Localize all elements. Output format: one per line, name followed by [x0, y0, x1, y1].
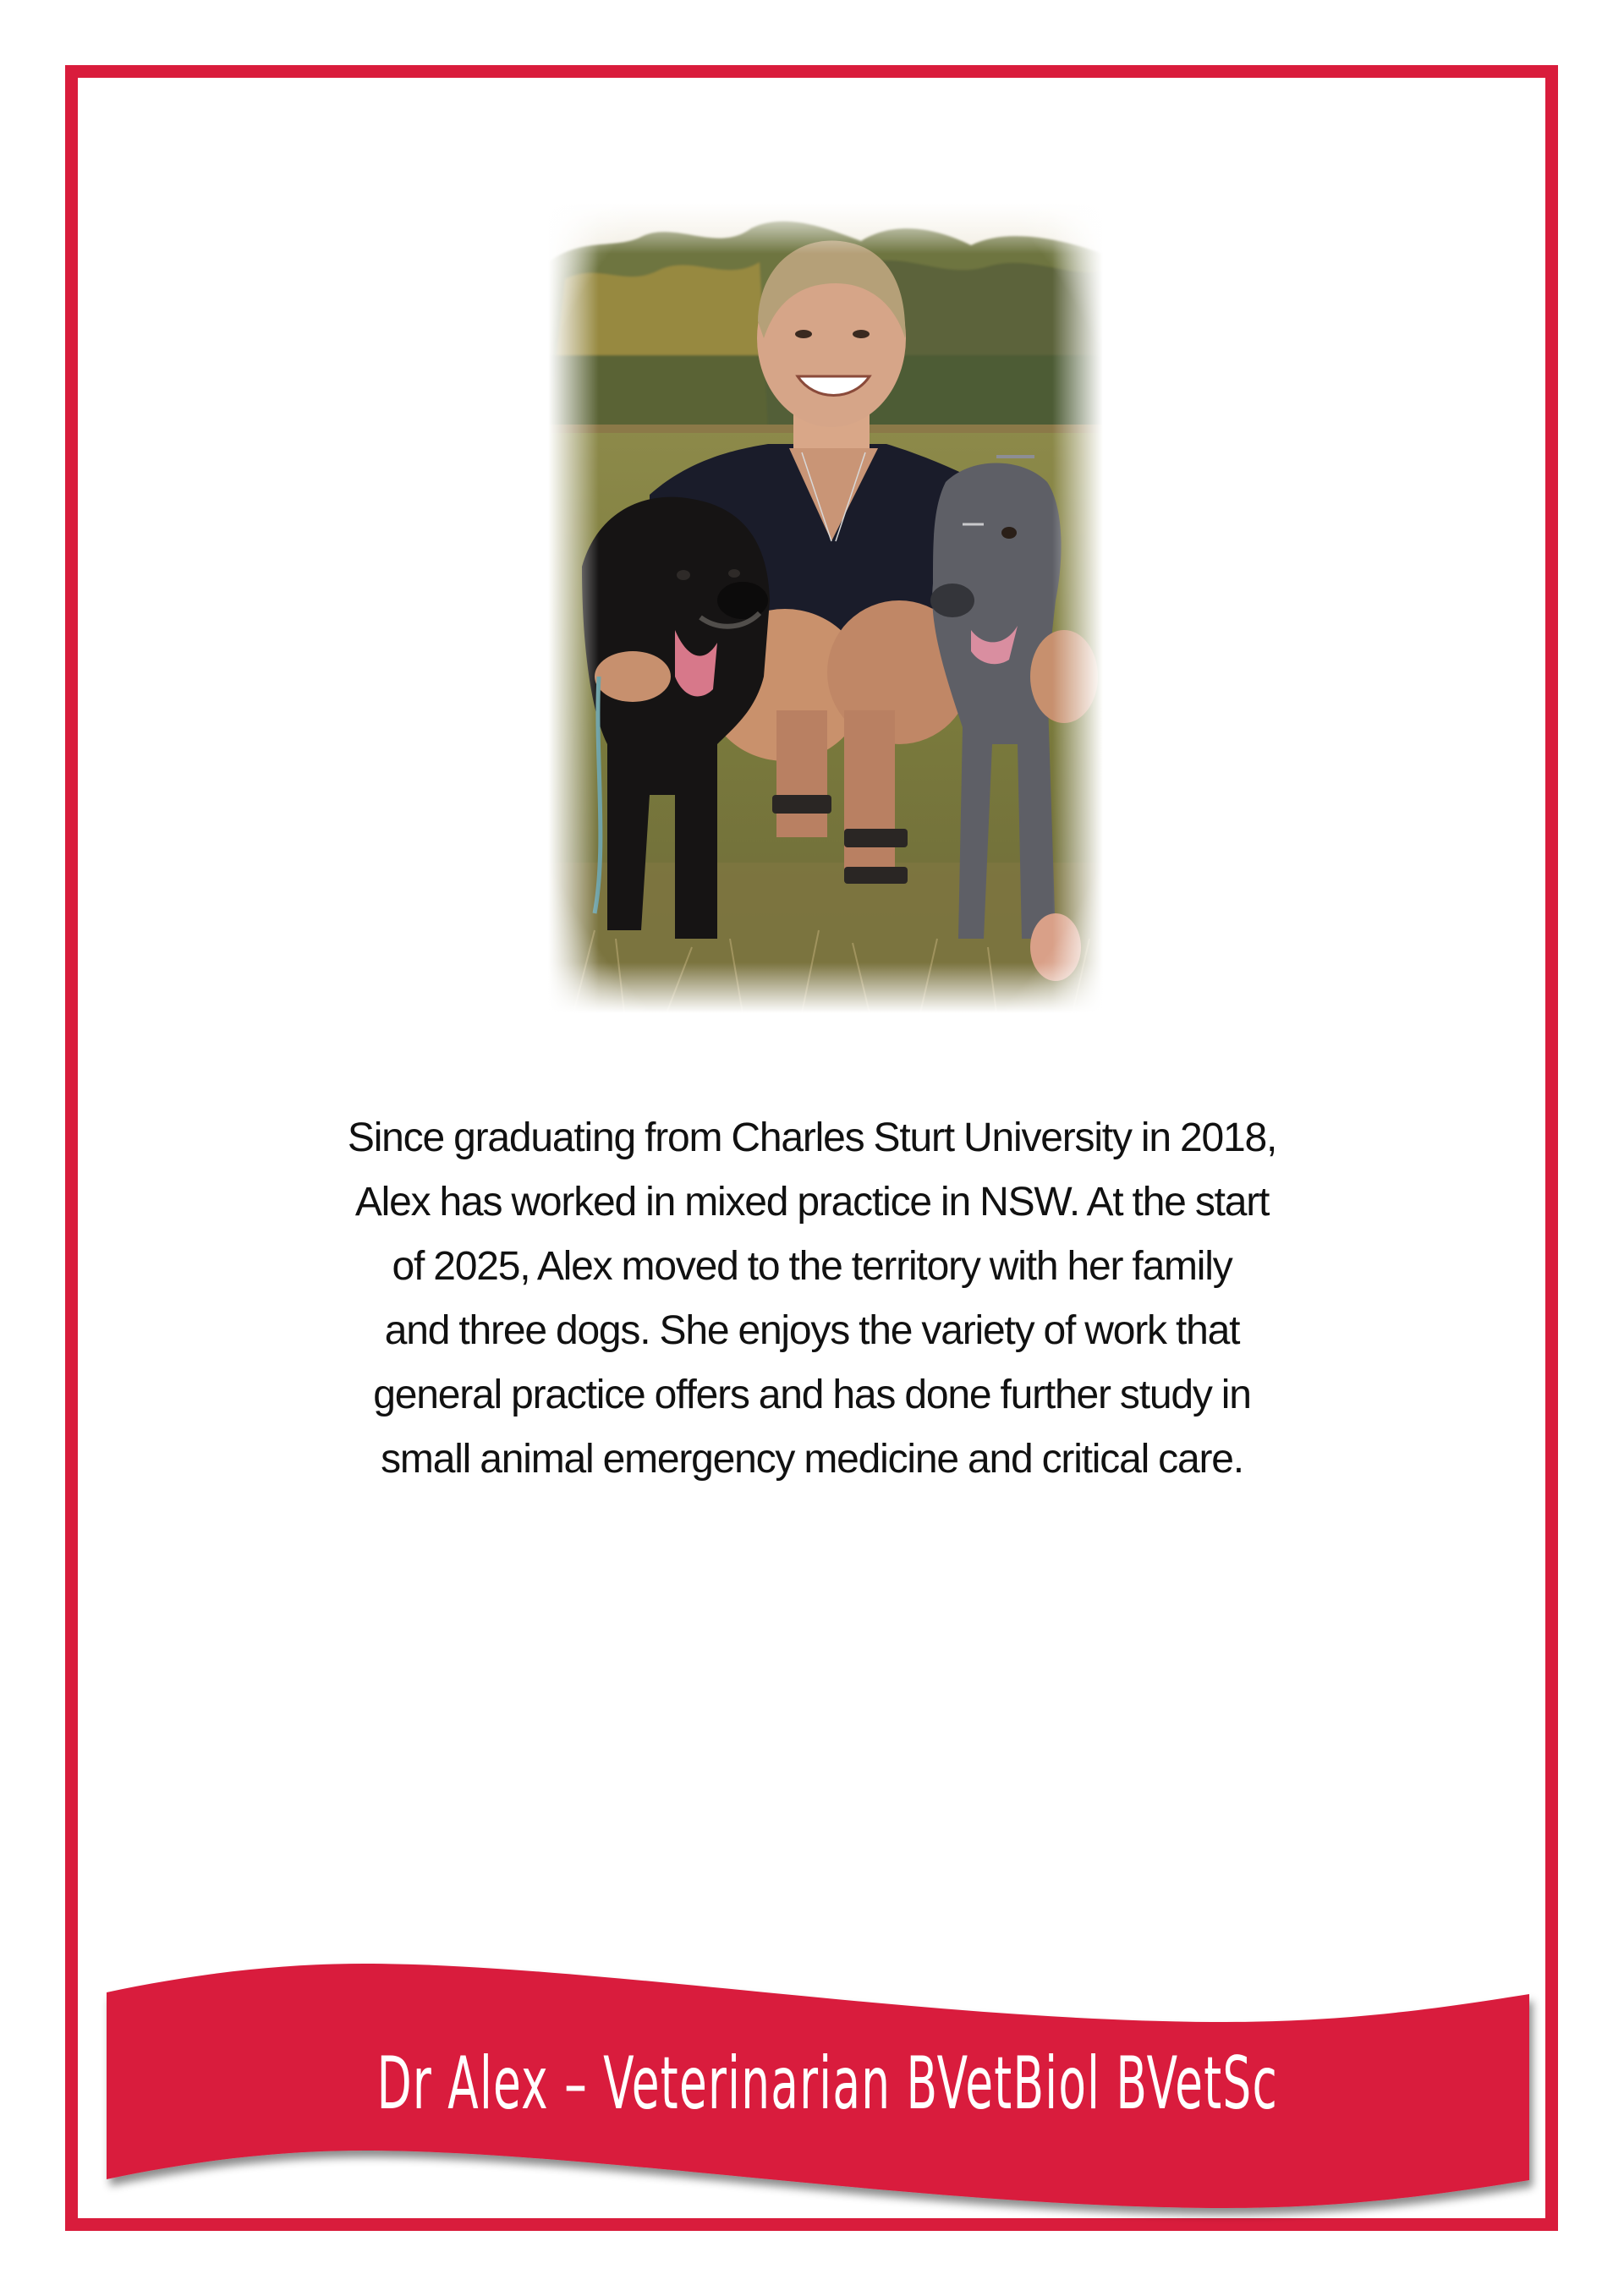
profile-photo: [548, 203, 1103, 1013]
bio-line: Since graduating from Charles Sturt University in 2018,: [347, 1115, 1277, 1160]
photo-illustration: [548, 203, 1103, 1013]
bio-line: Alex has worked in mixed practice in NSW. At the start: [354, 1180, 1270, 1225]
banner-title: Dr Alex – Veterinarian BVetBiol BVetSc: [376, 2041, 1279, 2126]
bio-line: and three dogs. She enjoys the variety of work that: [384, 1308, 1240, 1353]
bio-paragraph: [152, 1106, 1472, 1492]
bio-line: of 2025, Alex moved to the territory with her family: [392, 1244, 1232, 1289]
bio-line: small animal emergency medicine and critical care.: [381, 1437, 1243, 1482]
bio-line: general practice offers and has done further study in: [373, 1373, 1251, 1417]
